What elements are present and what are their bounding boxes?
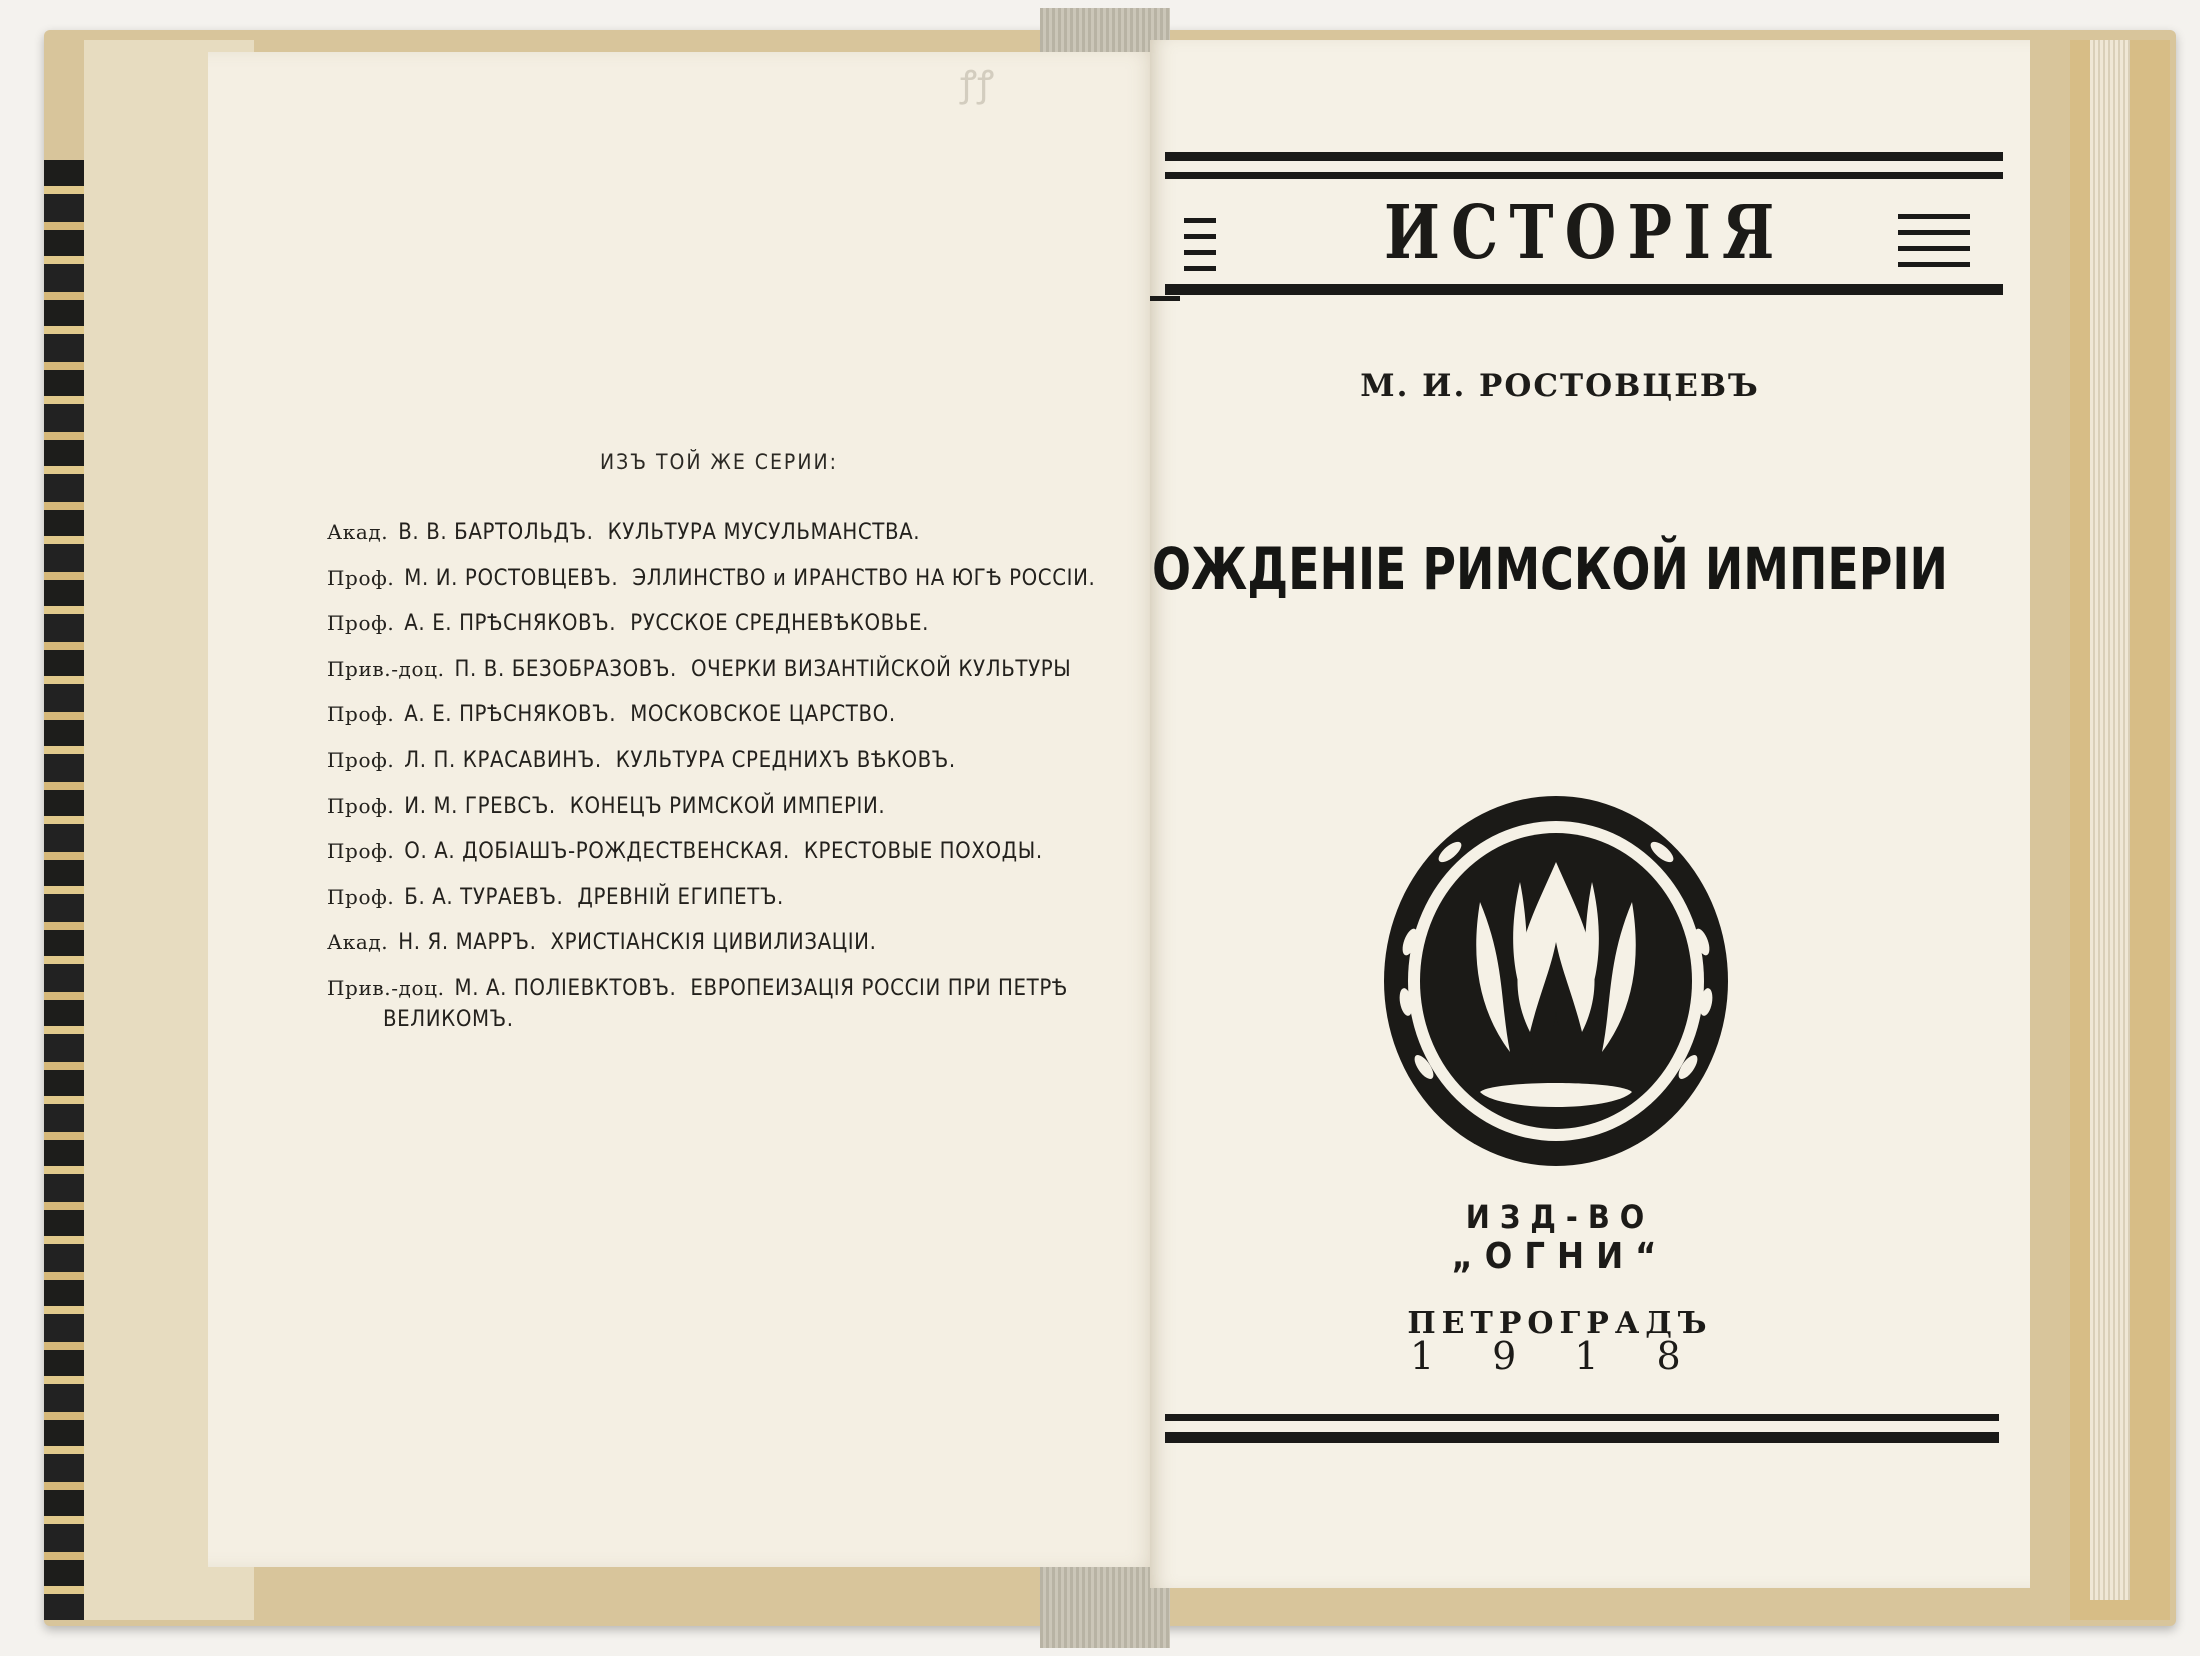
series-entry-author: П. В. БЕЗОБРАЗОВЪ.	[454, 656, 677, 682]
series-entry-title: ОЧЕРКИ ВИЗАНТІЙСКОЙ КУЛЬТУРЫ	[690, 656, 1072, 682]
right-dash-2	[1898, 230, 1970, 235]
series-entry-title: КУЛЬТУРА МУСУЛЬМАНСТВА.	[607, 520, 921, 545]
series-entry-rank: Акад.	[327, 930, 389, 955]
publication-year: 1918	[1410, 1334, 1739, 1378]
pencil-mark: ꝭꝭ	[960, 64, 995, 105]
series-entry-title: КОНЕЦЪ РИМСКОЙ ИМПЕРІИ.	[569, 793, 886, 819]
right-dash-3	[1898, 246, 1970, 251]
series-entry-author: М. И. РОСТОВЦЕВЪ.	[404, 565, 619, 591]
top-rule-3	[1165, 284, 2003, 295]
series-entry	[327, 611, 1147, 657]
series-entry	[327, 748, 1147, 794]
series-entry	[327, 930, 1147, 976]
series-entry-title: ДРЕВНІЙ ЕГИПЕТЪ.	[577, 884, 784, 910]
series-entry-author: В. В. БАРТОЛЬДЪ.	[398, 520, 594, 545]
series-entry	[327, 566, 1147, 612]
series-entry-rank: Проф.	[327, 793, 395, 818]
patterned-cover-edge	[44, 160, 84, 1620]
top-rule-2	[1165, 172, 2003, 179]
series-entry-author: О. А. ДОБІАШЪ-РОЖДЕСТВЕНСКАЯ.	[404, 839, 790, 865]
right-dash-4	[1898, 262, 1970, 267]
series-entry-author: А. Е. ПРѢСНЯКОВЪ.	[404, 702, 617, 728]
series-entry	[327, 520, 1147, 566]
series-entry-rank: Проф.	[327, 747, 395, 772]
series-entry-title: КРЕСТОВЫЕ ПОХОДЫ.	[803, 839, 1043, 865]
series-entry-title: ЕВРОПЕИЗАЦІЯ РОССІИ ПРИ ПЕТРѢ	[690, 975, 1068, 1001]
spine-dash	[1150, 296, 1180, 301]
publisher-label: ИЗД-ВО	[1465, 1198, 1655, 1236]
series-entry	[327, 657, 1147, 703]
publication-city: ПЕТРОГРАДЪ	[1407, 1306, 1713, 1341]
series-entry-author: И. М. ГРЕВСЪ.	[404, 793, 556, 819]
series-entry-title: ЭЛЛИНСТВО и ИРАНСТВО НА ЮГѢ РОССІИ.	[632, 565, 1096, 591]
series-entry-rank: Прив.-доц.	[327, 975, 445, 1000]
flame-wreath-emblem	[1380, 792, 1732, 1170]
series-list	[327, 520, 1147, 1032]
series-entry-title: МОСКОВСКОЕ ЦАРСТВО.	[630, 702, 896, 728]
bottom-rule-1	[1165, 1414, 1999, 1421]
series-entry	[327, 885, 1147, 931]
publisher-name: „ОГНИ“	[1451, 1236, 1669, 1277]
series-entry-author: А. Е. ПРѢСНЯКОВЪ.	[404, 611, 617, 637]
series-entry-rank: Проф.	[327, 839, 395, 864]
series-entry-title-continued: ВЕЛИКОМЪ.	[383, 1006, 514, 1032]
series-entry-rank: Прив.-доц.	[327, 656, 445, 681]
series-title: ИСТОРІЯ	[1384, 190, 1786, 276]
series-entry	[327, 794, 1147, 840]
series-entry-author: Н. Я. МАРРЪ.	[398, 930, 537, 956]
series-entry	[327, 702, 1147, 748]
right-dash-1	[1898, 214, 1970, 219]
series-entry-rank: Проф.	[327, 884, 395, 909]
series-list-heading: ИЗЪ ТОЙ ЖЕ СЕРИИ:	[600, 450, 838, 474]
left-dash-2	[1184, 234, 1216, 239]
series-entry-title: РУССКОЕ СРЕДНЕВѢКОВЬЕ.	[630, 611, 929, 637]
series-entry-rank: Проф.	[327, 565, 395, 590]
page-fore-edges	[2090, 40, 2130, 1600]
series-entry-rank: Проф.	[327, 702, 395, 727]
series-entry	[327, 839, 1147, 885]
series-entry-rank: Проф.	[327, 611, 395, 636]
top-rule-1	[1165, 152, 2003, 161]
author-name: М. И. РОСТОВЦЕВЪ	[1360, 368, 1760, 404]
bottom-rule-2	[1165, 1432, 1999, 1443]
series-entry-title: ХРИСТІАНСКІЯ ЦИВИЛИЗАЦІИ.	[550, 930, 877, 956]
left-dash-3	[1184, 250, 1216, 255]
series-entry-author: М. А. ПОЛІЕВКТОВЪ.	[454, 975, 677, 1001]
series-entry-title: КУЛЬТУРА СРЕДНИХЪ ВѢКОВЪ.	[615, 747, 956, 773]
left-dash-1	[1184, 218, 1216, 223]
book-title: ОЖДЕНІЕ РИМСКОЙ ИМПЕРІИ	[1152, 535, 1948, 603]
left-dash-4	[1184, 266, 1216, 271]
series-entry	[327, 976, 1147, 1032]
series-entry-author: Б. А. ТУРАЕВЪ.	[404, 884, 564, 910]
series-entry-rank: Акад.	[327, 520, 389, 544]
series-entry-author: Л. П. КРАСАВИНЪ.	[404, 747, 602, 773]
